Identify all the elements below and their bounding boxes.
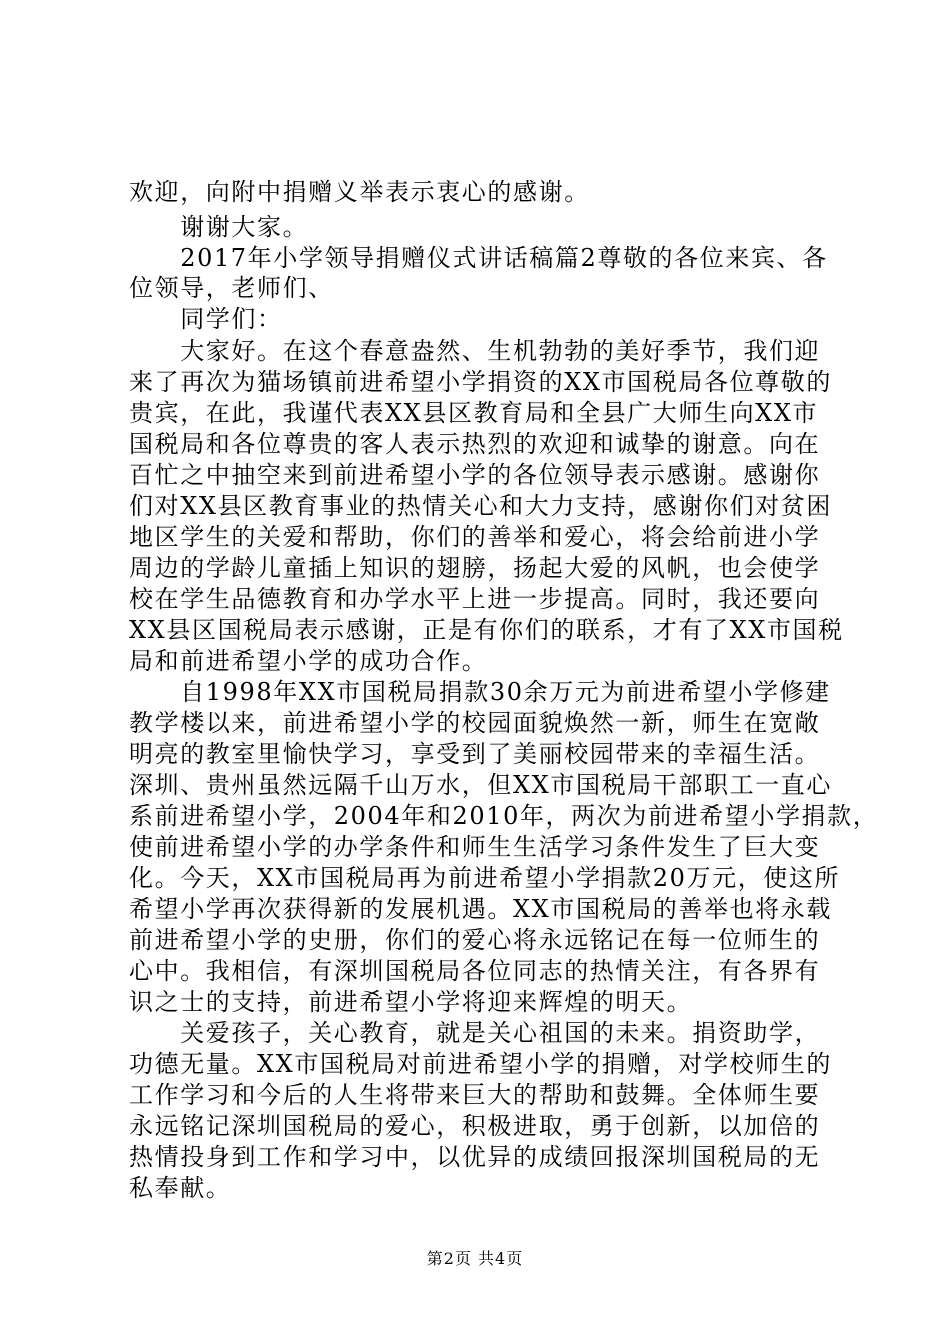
text-line: 校在学生品德教育和办学水平上进一步提高。同时，我还要向 [129, 585, 821, 613]
text-line: 地区学生的关爱和帮助，你们的善举和爱心，将会给前进小学 [129, 523, 821, 551]
text-line: 私奉献。 [129, 1174, 232, 1202]
text-line: 国税局和各位尊贵的客人表示热烈的欢迎和诚挚的谢意。向在 [129, 430, 821, 458]
text-line: XX县区国税局表示感谢，正是有你们的联系，才有了XX市国税 [129, 616, 844, 644]
text-line: 2017年小学领导捐赠仪式讲话稿篇2尊敬的各位来宾、各 [129, 244, 828, 272]
text-line: 使前进希望小学的办学条件和师生生活学习条件发生了巨大变 [129, 833, 821, 861]
text-line: 贵宾，在此，我谨代表XX县区教育局和全县广大师生向XX市 [129, 399, 819, 427]
text-line: 大家好。在这个春意盎然、生机勃勃的美好季节，我们迎 [129, 337, 821, 365]
text-line: 希望小学再次获得新的发展机遇。XX市国税局的善举也将永载 [129, 895, 832, 923]
text-line: 局和前进希望小学的成功合作。 [129, 647, 488, 675]
text-line: 教学楼以来，前进希望小学的校园面貌焕然一新，师生在宽敞 [129, 709, 821, 737]
text-line: 前进希望小学的史册，你们的爱心将永远铭记在每一位师生的 [129, 926, 821, 954]
text-line: 自1998年XX市国税局捐款30余万元为前进希望小学修建 [129, 678, 831, 706]
text-line: 谢谢大家。 [129, 213, 309, 241]
text-line: 热情投身到工作和学习中，以优异的成绩回报深圳国税局的无 [129, 1143, 821, 1171]
text-line: 关爱孩子，关心教育，就是关心祖国的未来。捐资助学， [129, 1019, 821, 1047]
text-line: 心中。我相信，有深圳国税局各位同志的热情关注，有各界有 [129, 957, 821, 985]
page-number: 第2页 共4页 [426, 1249, 524, 1268]
text-line: 明亮的教室里愉快学习，享受到了美丽校园带来的幸福生活。 [129, 740, 821, 768]
text-line: 同学们： [129, 305, 283, 333]
text-line: 们对XX县区教育事业的热情关心和大力支持，感谢你们对贫困 [129, 492, 832, 520]
text-line: 周边的学龄儿童插上知识的翅膀，扬起大爱的风帆，也会使学 [129, 554, 821, 582]
text-line: 系前进希望小学，2004年和2010年，两次为前进希望小学捐款， [129, 802, 879, 830]
text-line: 工作学习和今后的人生将带来巨大的帮助和鼓舞。全体师生要 [129, 1081, 821, 1109]
text-line: 百忙之中抽空来到前进希望小学的各位领导表示感谢。感谢你 [129, 461, 821, 489]
text-line: 来了再次为猫场镇前进希望小学捐资的XX市国税局各位尊敬的 [129, 368, 832, 396]
text-line: 深圳、贵州虽然远隔千山万水，但XX市国税局干部职工一直心 [129, 771, 832, 799]
text-line: 欢迎，向附中捐赠义举表示衷心的感谢。 [129, 178, 590, 206]
text-line: 化。今天，XX市国税局再为前进希望小学捐款20万元，使这所 [129, 864, 841, 892]
text-line: 位领导，老师们、 [129, 274, 334, 302]
text-line: 永远铭记深圳国税局的爱心，积极进取，勇于创新，以加倍的 [129, 1112, 821, 1140]
text-line: 功德无量。XX市国税局对前进希望小学的捐赠，对学校师生的 [129, 1050, 832, 1078]
text-line: 识之士的支持，前进希望小学将迎来辉煌的明天。 [129, 988, 693, 1016]
